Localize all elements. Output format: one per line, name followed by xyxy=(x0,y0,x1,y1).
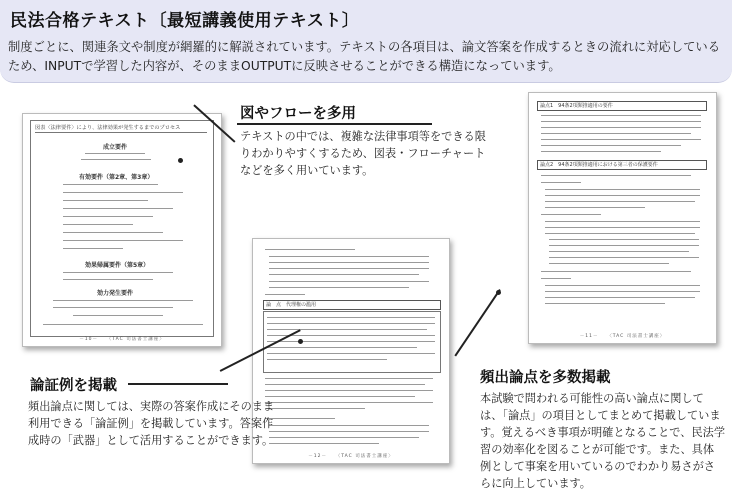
callout-examples-body: 頻出論点に関しては、実際の答案作成にそのまま利用できる「論証例」を掲載しています。答案作成時の「武器」として活用することができます。 xyxy=(28,400,275,447)
page-footer: －10－ 〈TAC 司法書士講座〉 xyxy=(79,337,165,342)
header-description: 制度ごとに、関連条文や制度が網羅的に解説されています。テキストの各項目は、論文答案を作成するときの流れに対応しているため、INPUTで学習した内容が、そのままOUTPUTに反映させることができる構造になっています。 xyxy=(8,40,720,73)
callout-diagrams-underline xyxy=(237,123,432,125)
header-banner xyxy=(0,0,732,83)
callout-issues-title: 頻出論点を多数掲載 xyxy=(480,370,611,386)
callout-issues-leader xyxy=(454,289,500,356)
callout-diagrams-dot xyxy=(178,158,183,163)
flow-node-2: 有効要件（第2章、第3章） xyxy=(79,174,154,181)
callout-issues-dot xyxy=(496,290,501,295)
flow-node-4: 効力発生要件 xyxy=(97,290,134,297)
example-heading: 論 点 代理権の濫用 xyxy=(266,302,317,308)
flow-node-1: 成立要件 xyxy=(103,144,128,151)
callout-diagrams-body: テキストの中では、複雑な法律事項等をできる限りわかりやすくするため、図表・フローチャートなどを多く用いています。 xyxy=(240,130,486,177)
callout-examples-dot xyxy=(298,339,303,344)
callout-examples-title: 論証例を掲載 xyxy=(30,378,117,394)
sample-page-flowchart xyxy=(22,113,222,347)
callout-diagrams-title: 図やフローを多用 xyxy=(240,106,356,122)
issue-heading-2: 論点2 94条2項類推適用における第三者の保護要件 xyxy=(540,162,658,168)
callout-issues-body: 本試験で問われる可能性の高い論点に関しては、「論点」の項目としてまとめて掲載しています。覚えるべき事項が明確となることで、民法学習の効率化を図ることが可能です。また、具体例として事案を用いているのでわかり易さがさらに向上しています。 xyxy=(480,392,726,490)
flowchart-caption: 図表〈法律要件〉により、法律効果が発生するまでのプロセス xyxy=(35,125,181,131)
page-title: 民法合格テキスト〔最短講義使用テキスト〕 xyxy=(10,11,360,31)
page-footer: －12－ 〈TAC 司法書士講座〉 xyxy=(308,454,394,459)
page-footer: －11－ 〈TAC 司法書士講座〉 xyxy=(579,334,666,339)
flow-node-3: 効果帰属要件（第5章） xyxy=(85,262,150,269)
sample-page-examples xyxy=(252,238,450,464)
sample-page-issues xyxy=(528,92,717,344)
issue-heading-1: 論点1 94条2項類推適用の要件 xyxy=(540,103,613,109)
callout-examples-underline xyxy=(128,383,228,385)
